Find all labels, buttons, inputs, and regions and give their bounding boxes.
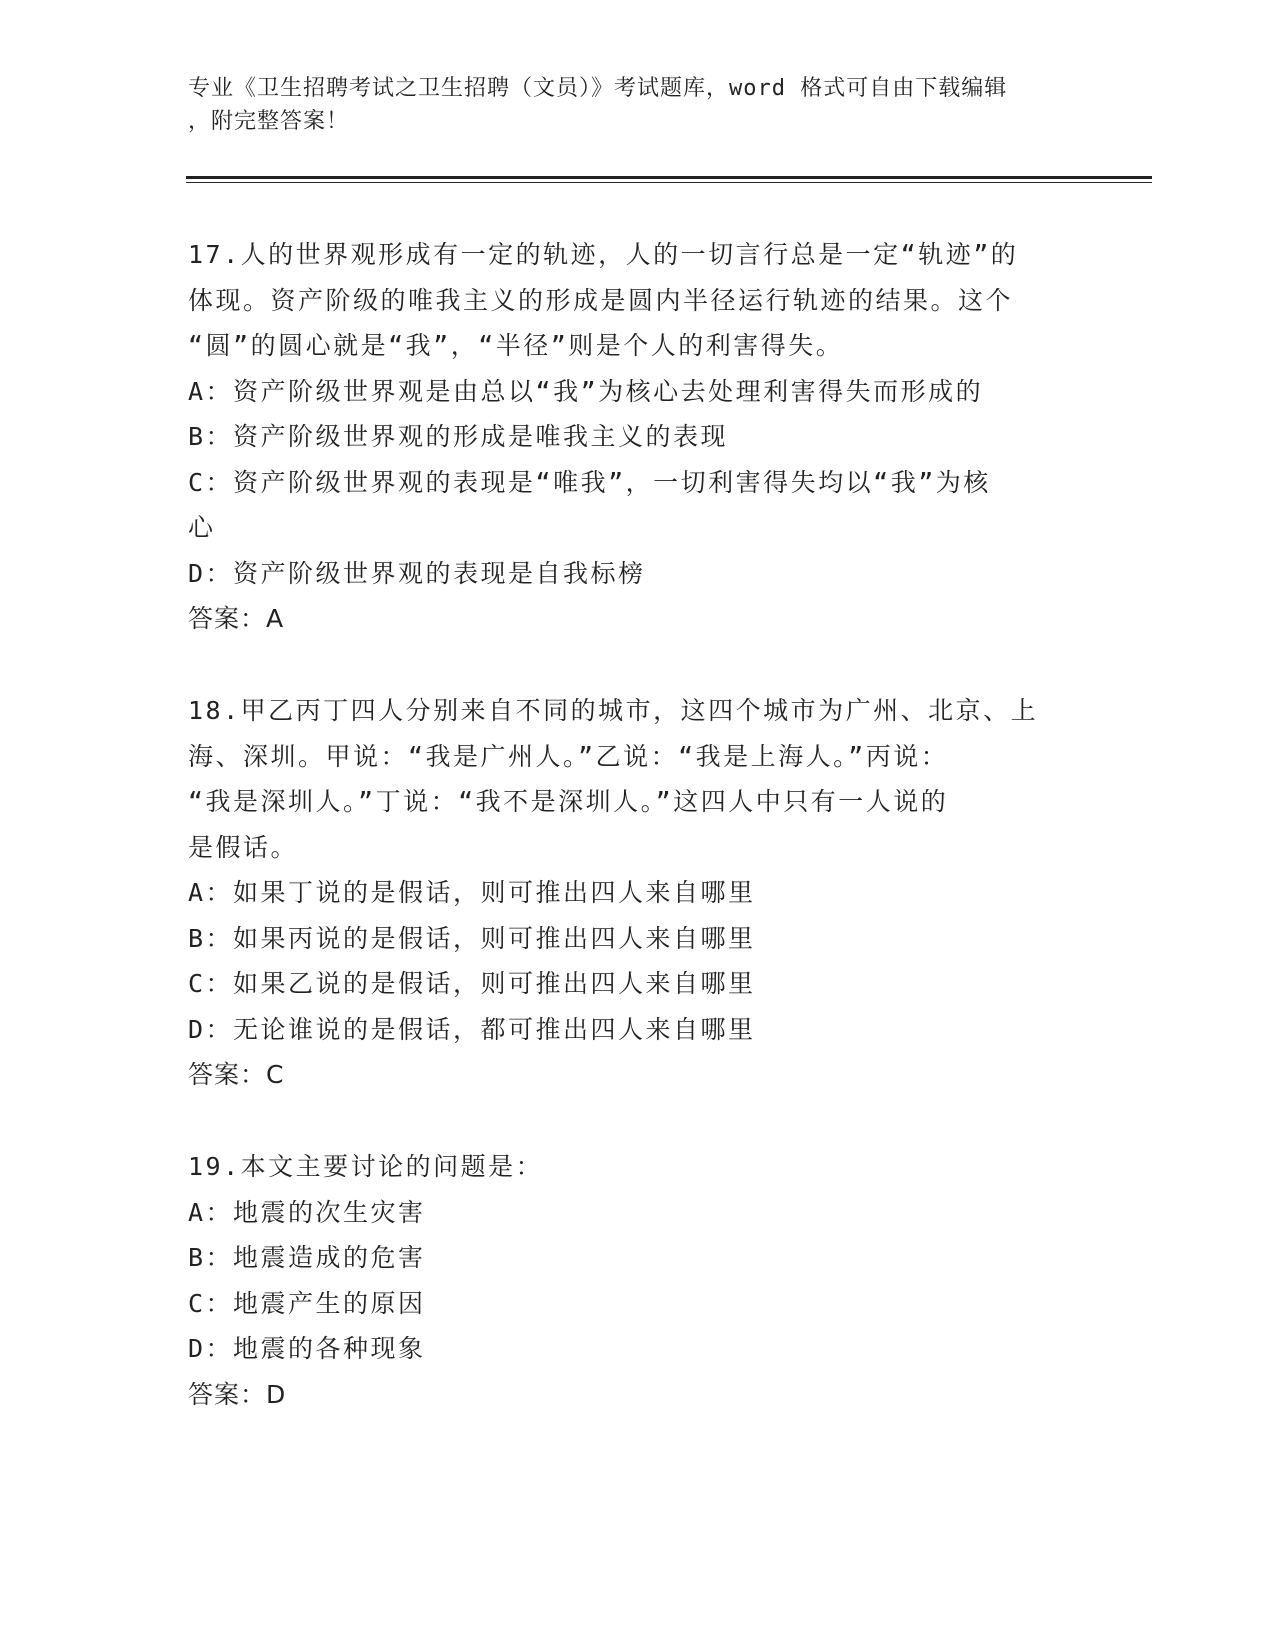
option-c — [188, 460, 1088, 551]
option-b — [188, 1235, 1088, 1281]
option-line: B：资产阶级世界观的形成是唯我主义的表现 — [188, 422, 729, 451]
option-line: D：无论谁说的是假话，都可推出四人来自哪里 — [188, 1014, 756, 1044]
option-b — [188, 414, 1088, 460]
option-line: A：地震的次生灾害 — [188, 1197, 426, 1227]
option-line: D：资产阶级世界观的表现是自我标榜 — [188, 558, 646, 588]
question-18 — [188, 688, 1088, 1098]
option-line: C：资产阶级世界观的表现是“唯我”，一切利害得失均以“我”为核 — [188, 467, 991, 497]
option-line: B：地震造成的危害 — [188, 1243, 426, 1272]
option-line: D：地震的各种现象 — [188, 1334, 426, 1363]
question-stem — [188, 688, 1088, 870]
answer-label: 答案：A — [188, 604, 285, 633]
stem-line: 19.本文主要讨论的问题是： — [188, 1152, 544, 1181]
option-b — [188, 916, 1088, 962]
stem-line: “我是深圳人。”丁说：“我不是深圳人。”这四人中只有一人说的 — [188, 787, 949, 816]
answer-label: 答案：C — [188, 1060, 285, 1089]
answer-label: 答案：D — [188, 1379, 287, 1409]
stem-line: 17.人的世界观形成有一定的轨迹，人的一切言行总是一定“轨迹”的 — [188, 240, 1019, 269]
document-header — [188, 72, 1088, 138]
header-divider-thin — [186, 182, 1152, 183]
stem-line: 是假话。 — [188, 832, 299, 862]
option-line: B：如果丙说的是假话，则可推出四人来自哪里 — [188, 923, 756, 953]
stem-line: 体现。资产阶级的唯我主义的形成是圆内半径运行轨迹的结果。这个 — [188, 285, 1014, 315]
option-line: C：地震产生的原因 — [188, 1288, 426, 1318]
question-stem — [188, 232, 1088, 369]
option-a — [188, 870, 1088, 916]
header-divider-thick — [186, 176, 1152, 179]
header-line-1: 专业《卫生招聘考试之卫生招聘（文员）》考试题库，word 格式可自由下载编辑 — [188, 76, 1008, 101]
option-line: 心 — [188, 513, 216, 542]
option-line: A：资产阶级世界观是由总以“我”为核心去处理利害得失而形成的 — [188, 376, 984, 406]
option-c — [188, 1281, 1088, 1327]
question-17 — [188, 232, 1088, 642]
option-d — [188, 1326, 1088, 1372]
stem-line: 18.甲乙丙丁四人分别来自不同的城市，这四个城市为广州、北京、上 — [188, 696, 1039, 725]
option-a — [188, 1190, 1088, 1236]
stem-line: “圆”的圆心就是“我”，“半径”则是个人的利害得失。 — [188, 331, 844, 360]
header-line-2: ，附完整答案！ — [188, 109, 350, 134]
option-c — [188, 961, 1088, 1007]
stem-line: 海、深圳。甲说：“我是广州人。”乙说：“我是上海人。”丙说： — [188, 741, 949, 771]
option-d — [188, 1007, 1088, 1053]
question-19 — [188, 1144, 1088, 1417]
option-line: A：如果丁说的是假话，则可推出四人来自哪里 — [188, 878, 756, 907]
question-stem — [188, 1144, 1088, 1190]
option-line: C：如果乙说的是假话，则可推出四人来自哪里 — [188, 969, 756, 998]
option-a — [188, 369, 1088, 415]
option-d — [188, 551, 1088, 597]
